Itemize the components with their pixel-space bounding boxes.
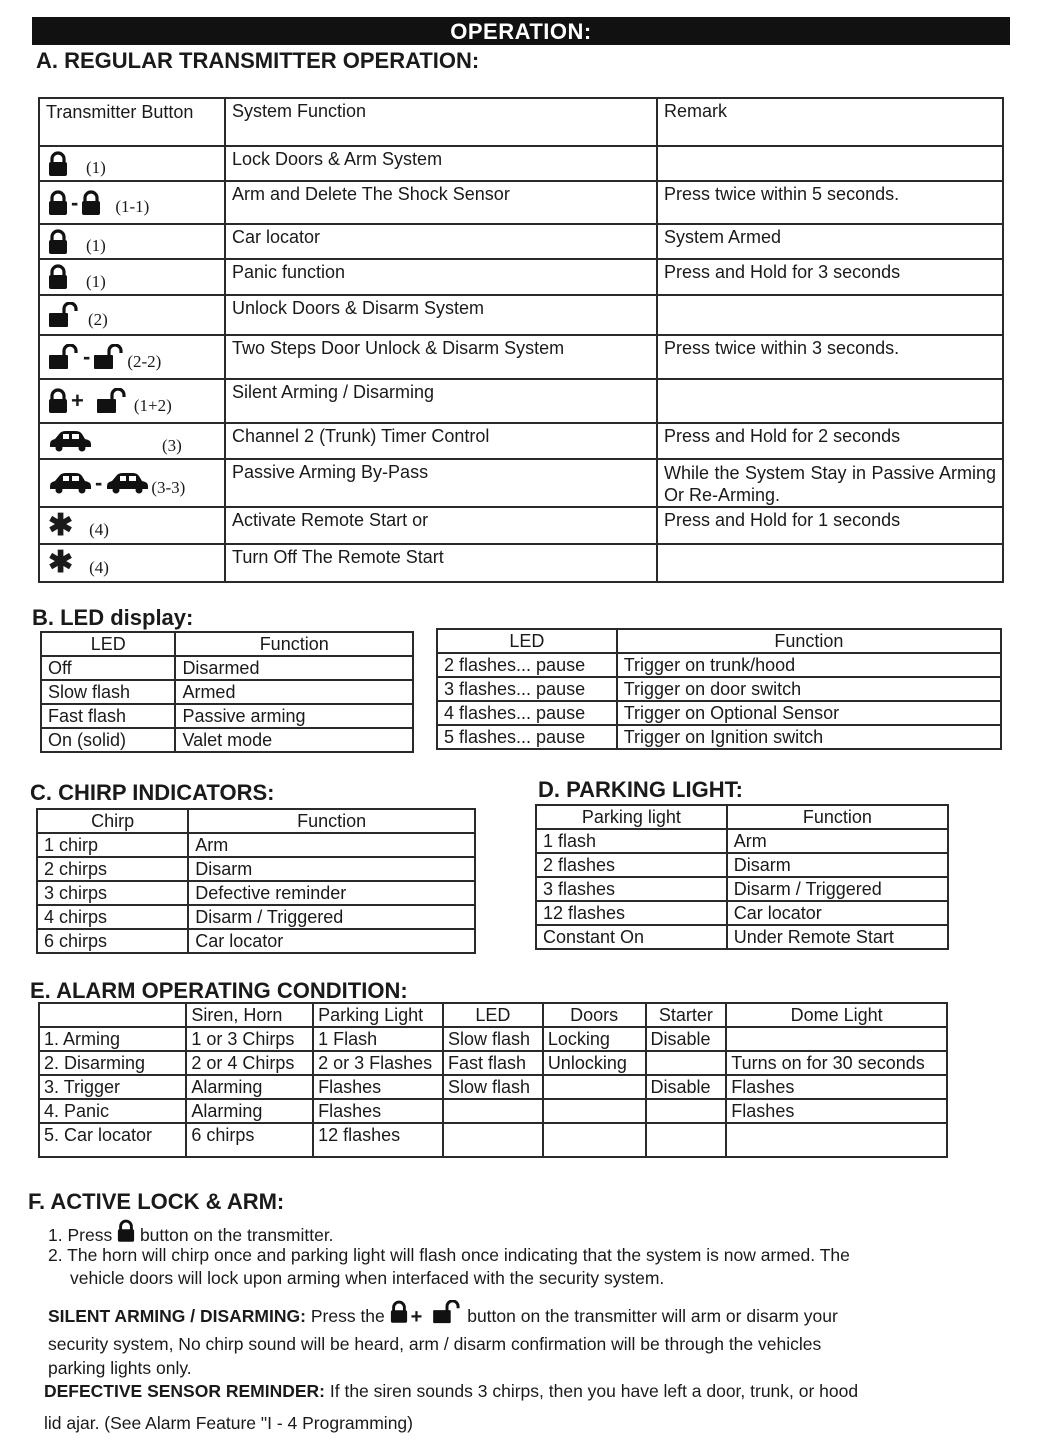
defective-reminder-line-1 bbox=[44, 1380, 858, 1403]
function-cell: Two Steps Door Unlock & Disarm System bbox=[225, 335, 657, 379]
table-row bbox=[536, 925, 948, 949]
lock-icon bbox=[48, 190, 68, 216]
plus-separator: + bbox=[71, 388, 84, 413]
function-cell: Arm and Delete The Shock Sensor bbox=[225, 181, 657, 224]
led-display-table bbox=[40, 631, 414, 753]
header-led: LED bbox=[41, 632, 175, 656]
function-cell: Defective reminder bbox=[188, 881, 475, 905]
table-row bbox=[39, 1099, 947, 1123]
table-row bbox=[37, 881, 475, 905]
remark-cell bbox=[657, 544, 1003, 582]
siren-cell: Alarming bbox=[186, 1075, 313, 1099]
led-cell: Slow flash bbox=[41, 680, 175, 704]
function-cell: Armed bbox=[175, 680, 413, 704]
header-transmitter-button: Transmitter Button bbox=[39, 98, 225, 146]
section-c-heading: C. CHIRP INDICATORS: bbox=[30, 780, 275, 805]
table-row bbox=[41, 656, 413, 680]
button-code: (2) bbox=[88, 309, 108, 329]
function-cell: Disarm bbox=[727, 853, 948, 877]
starter-cell bbox=[646, 1051, 727, 1075]
unlock-icon bbox=[432, 1300, 462, 1324]
button-cell bbox=[39, 423, 225, 459]
remark-cell bbox=[657, 295, 1003, 335]
siren-cell: 2 or 4 Chirps bbox=[186, 1051, 313, 1075]
doors-cell: Unlocking bbox=[543, 1051, 646, 1075]
header-doors: Doors bbox=[543, 1003, 646, 1027]
parking-cell: 2 flashes bbox=[536, 853, 727, 877]
function-cell: Under Remote Start bbox=[727, 925, 948, 949]
button-code: (1) bbox=[86, 236, 106, 256]
button-cell bbox=[39, 181, 225, 224]
button-code: (1) bbox=[86, 158, 106, 178]
table-header-row bbox=[536, 805, 948, 829]
parking-cell: 2 or 3 Flashes bbox=[313, 1051, 443, 1075]
chirp-cell: 6 chirps bbox=[37, 929, 188, 953]
parking-cell: Constant On bbox=[536, 925, 727, 949]
led-trigger-table bbox=[436, 628, 1002, 750]
table-row bbox=[39, 544, 1003, 582]
star-icon: ✱ bbox=[48, 546, 74, 579]
table-row bbox=[39, 1027, 947, 1051]
starter-cell: Disable bbox=[646, 1075, 727, 1099]
remark-cell bbox=[657, 146, 1003, 181]
alarm-operating-condition-table bbox=[38, 1002, 948, 1158]
led-cell: Off bbox=[41, 656, 175, 680]
table-row bbox=[39, 146, 1003, 181]
table-row bbox=[41, 704, 413, 728]
led-cell: 5 flashes... pause bbox=[437, 725, 617, 749]
header-parking-light: Parking Light bbox=[313, 1003, 443, 1027]
transmitter-operation-table bbox=[38, 97, 1004, 583]
siren-cell: 1 or 3 Chirps bbox=[186, 1027, 313, 1051]
header-starter: Starter bbox=[646, 1003, 727, 1027]
button-cell bbox=[39, 507, 225, 544]
condition-cell: 4. Panic bbox=[39, 1099, 186, 1123]
lock-icon bbox=[81, 190, 101, 216]
defective-reminder-text-a: If the siren sounds 3 chirps, then you have left a door, trunk, or hood bbox=[329, 1381, 859, 1401]
button-cell bbox=[39, 146, 225, 181]
remark-cell: While the System Stay in Passive Arming Or Re-Arming. bbox=[657, 459, 1003, 507]
lock-icon bbox=[48, 151, 68, 177]
table-header-row bbox=[37, 809, 475, 833]
defective-reminder-line-2: lid ajar. (See Alarm Feature "I - 4 Programming) bbox=[44, 1413, 413, 1433]
table-row bbox=[39, 459, 1003, 507]
header-led: LED bbox=[437, 629, 617, 653]
function-cell: Passive Arming By-Pass bbox=[225, 459, 657, 507]
led-cell: 4 flashes... pause bbox=[437, 701, 617, 725]
step-2-line-1: 2. The horn will chirp once and parking light will flash once indicating that the system is now armed. The bbox=[48, 1245, 850, 1265]
dome-cell bbox=[726, 1123, 947, 1157]
lock-icon bbox=[117, 1219, 135, 1243]
car-icon bbox=[105, 472, 149, 494]
button-code: (4) bbox=[89, 520, 109, 540]
function-cell: Silent Arming / Disarming bbox=[225, 379, 657, 423]
remark-cell: Press twice within 3 seconds. bbox=[657, 335, 1003, 379]
section-a-heading: A. REGULAR TRANSMITTER OPERATION: bbox=[36, 48, 480, 73]
table-row bbox=[37, 905, 475, 929]
siren-cell: Alarming bbox=[186, 1099, 313, 1123]
led-cell: 3 flashes... pause bbox=[437, 677, 617, 701]
silent-arming-line-3: parking lights only. bbox=[48, 1358, 192, 1378]
function-cell: Trigger on Ignition switch bbox=[617, 725, 1001, 749]
table-row bbox=[41, 728, 413, 752]
starter-cell bbox=[646, 1123, 727, 1157]
car-icon bbox=[48, 430, 92, 452]
button-code: (1) bbox=[86, 271, 106, 291]
header-led: LED bbox=[443, 1003, 543, 1027]
doors-cell: Locking bbox=[543, 1027, 646, 1051]
function-cell: Arm bbox=[727, 829, 948, 853]
silent-arming-line-2: security system, No chirp sound will be heard, arm / disarm confirmation will be through the vehicles bbox=[48, 1334, 822, 1354]
header-function: Function bbox=[188, 809, 475, 833]
header-system-function: System Function bbox=[225, 98, 657, 146]
table-row bbox=[37, 833, 475, 857]
button-cell bbox=[39, 295, 225, 335]
table-row bbox=[39, 423, 1003, 459]
parking-cell: 1 flash bbox=[536, 829, 727, 853]
condition-cell: 1. Arming bbox=[39, 1027, 186, 1051]
function-cell: Lock Doors & Arm System bbox=[225, 146, 657, 181]
table-row bbox=[37, 929, 475, 953]
silent-arming-text-a: Press the bbox=[310, 1306, 385, 1326]
remark-cell: System Armed bbox=[657, 224, 1003, 259]
lock-icon bbox=[48, 229, 68, 255]
button-cell bbox=[39, 544, 225, 582]
chirp-cell: 2 chirps bbox=[37, 857, 188, 881]
led-cell: Slow flash bbox=[443, 1027, 543, 1051]
table-row bbox=[536, 877, 948, 901]
function-cell: Arm bbox=[188, 833, 475, 857]
car-icon bbox=[48, 472, 92, 494]
section-b-heading: B. LED display: bbox=[32, 605, 194, 630]
function-cell: Car locator bbox=[727, 901, 948, 925]
dome-cell: Flashes bbox=[726, 1075, 947, 1099]
table-header-row bbox=[39, 1003, 947, 1027]
lock-icon bbox=[48, 264, 68, 290]
section-e-heading: E. ALARM OPERATING CONDITION: bbox=[30, 978, 408, 1003]
header-chirp: Chirp bbox=[37, 809, 188, 833]
plus-separator: + bbox=[410, 1305, 423, 1328]
step-1 bbox=[48, 1219, 334, 1247]
silent-arming-label: SILENT ARMING / DISARMING: bbox=[48, 1306, 306, 1326]
header-remark: Remark bbox=[657, 98, 1003, 146]
button-cell bbox=[39, 224, 225, 259]
chirp-cell: 4 chirps bbox=[37, 905, 188, 929]
button-code: (3) bbox=[162, 435, 182, 455]
table-header-row bbox=[41, 632, 413, 656]
function-cell: Car locator bbox=[188, 929, 475, 953]
button-code: (2-2) bbox=[127, 351, 162, 371]
table-header-row bbox=[437, 629, 1001, 653]
function-cell: Panic function bbox=[225, 259, 657, 295]
silent-arming-text-b: button on the transmitter will arm or disarm your bbox=[467, 1306, 838, 1326]
header-blank bbox=[39, 1003, 186, 1027]
function-cell: Disarm / Triggered bbox=[188, 905, 475, 929]
parking-cell: Flashes bbox=[313, 1075, 443, 1099]
function-cell: Car locator bbox=[225, 224, 657, 259]
remark-cell bbox=[657, 379, 1003, 423]
dome-cell bbox=[726, 1027, 947, 1051]
lock-icon bbox=[390, 1300, 408, 1324]
function-cell: Valet mode bbox=[175, 728, 413, 752]
header-function: Function bbox=[727, 805, 948, 829]
page-title-banner: OPERATION: bbox=[32, 17, 1010, 45]
condition-cell: 2. Disarming bbox=[39, 1051, 186, 1075]
led-cell: Fast flash bbox=[41, 704, 175, 728]
star-icon: ✱ bbox=[48, 508, 74, 542]
header-parking-light: Parking light bbox=[536, 805, 727, 829]
parking-cell: 1 Flash bbox=[313, 1027, 443, 1051]
silent-arming-line-1 bbox=[48, 1300, 838, 1329]
function-cell: Disarm / Triggered bbox=[727, 877, 948, 901]
function-cell: Activate Remote Start or bbox=[225, 507, 657, 544]
function-cell: Trigger on door switch bbox=[617, 677, 1001, 701]
parking-cell: Flashes bbox=[313, 1099, 443, 1123]
table-row bbox=[39, 295, 1003, 335]
table-row bbox=[437, 701, 1001, 725]
doors-cell bbox=[543, 1099, 646, 1123]
table-row bbox=[39, 379, 1003, 423]
table-header-row bbox=[39, 98, 1003, 146]
button-cell bbox=[39, 379, 225, 423]
lock-icon bbox=[48, 388, 68, 414]
table-row bbox=[437, 725, 1001, 749]
button-cell bbox=[39, 335, 225, 379]
led-cell: 2 flashes... pause bbox=[437, 653, 617, 677]
button-code: (1+2) bbox=[133, 395, 172, 415]
condition-cell: 5. Car locator bbox=[39, 1123, 186, 1157]
function-cell: Passive arming bbox=[175, 704, 413, 728]
condition-cell: 3. Trigger bbox=[39, 1075, 186, 1099]
button-cell bbox=[39, 459, 225, 507]
chirp-cell: 1 chirp bbox=[37, 833, 188, 857]
dash-separator: - bbox=[71, 189, 79, 215]
function-cell: Unlock Doors & Disarm System bbox=[225, 295, 657, 335]
table-row bbox=[536, 853, 948, 877]
dash-separator: - bbox=[95, 470, 103, 495]
table-row bbox=[437, 653, 1001, 677]
unlock-icon bbox=[93, 344, 125, 370]
table-row bbox=[39, 224, 1003, 259]
starter-cell bbox=[646, 1099, 727, 1123]
table-row bbox=[37, 857, 475, 881]
button-code: (4) bbox=[89, 557, 109, 577]
section-f-heading: F. ACTIVE LOCK & ARM: bbox=[28, 1189, 285, 1214]
table-row bbox=[437, 677, 1001, 701]
dash-separator: - bbox=[83, 344, 91, 369]
table-row bbox=[39, 507, 1003, 544]
function-cell: Trigger on Optional Sensor bbox=[617, 701, 1001, 725]
unlock-icon bbox=[96, 388, 128, 414]
defective-reminder-label: DEFECTIVE SENSOR REMINDER: bbox=[44, 1381, 325, 1401]
led-cell: Fast flash bbox=[443, 1051, 543, 1075]
button-code: (3-3) bbox=[151, 477, 186, 497]
table-row bbox=[39, 1075, 947, 1099]
table-row bbox=[536, 829, 948, 853]
doors-cell bbox=[543, 1075, 646, 1099]
doors-cell bbox=[543, 1123, 646, 1157]
function-cell: Turn Off The Remote Start bbox=[225, 544, 657, 582]
parking-light-table bbox=[535, 804, 949, 950]
step-2-line-2: vehicle doors will lock upon arming when interfaced with the security system. bbox=[70, 1268, 665, 1288]
function-cell: Disarm bbox=[188, 857, 475, 881]
led-cell bbox=[443, 1123, 543, 1157]
dome-cell: Turns on for 30 seconds bbox=[726, 1051, 947, 1075]
header-dome-light: Dome Light bbox=[726, 1003, 947, 1027]
button-code: (1-1) bbox=[115, 197, 150, 217]
led-cell: Slow flash bbox=[443, 1075, 543, 1099]
remark-cell: Press and Hold for 2 seconds bbox=[657, 423, 1003, 459]
header-function: Function bbox=[617, 629, 1001, 653]
remark-cell: Press twice within 5 seconds. bbox=[657, 181, 1003, 224]
header-siren-horn: Siren, Horn bbox=[186, 1003, 313, 1027]
chirp-cell: 3 chirps bbox=[37, 881, 188, 905]
table-row bbox=[39, 1051, 947, 1075]
led-cell bbox=[443, 1099, 543, 1123]
table-row bbox=[39, 1123, 947, 1157]
unlock-icon bbox=[48, 302, 80, 328]
remark-cell: Press and Hold for 1 seconds bbox=[657, 507, 1003, 544]
function-cell: Disarmed bbox=[175, 656, 413, 680]
table-row bbox=[536, 901, 948, 925]
starter-cell: Disable bbox=[646, 1027, 727, 1051]
parking-cell: 3 flashes bbox=[536, 877, 727, 901]
led-cell: On (solid) bbox=[41, 728, 175, 752]
table-row bbox=[39, 259, 1003, 295]
remark-cell: Press and Hold for 3 seconds bbox=[657, 259, 1003, 295]
dome-cell: Flashes bbox=[726, 1099, 947, 1123]
parking-cell: 12 flashes bbox=[313, 1123, 443, 1157]
section-d-heading: D. PARKING LIGHT: bbox=[538, 777, 743, 802]
step-1-text-a: 1. Press bbox=[48, 1225, 113, 1245]
table-row bbox=[39, 335, 1003, 379]
table-row bbox=[41, 680, 413, 704]
header-function: Function bbox=[175, 632, 413, 656]
button-cell bbox=[39, 259, 225, 295]
chirp-indicators-table bbox=[36, 808, 476, 954]
step-1-text-b: button on the transmitter. bbox=[139, 1225, 334, 1245]
parking-cell: 12 flashes bbox=[536, 901, 727, 925]
siren-cell: 6 chirps bbox=[186, 1123, 313, 1157]
table-row bbox=[39, 181, 1003, 224]
function-cell: Trigger on trunk/hood bbox=[617, 653, 1001, 677]
function-cell: Channel 2 (Trunk) Timer Control bbox=[225, 423, 657, 459]
unlock-icon bbox=[48, 344, 80, 370]
